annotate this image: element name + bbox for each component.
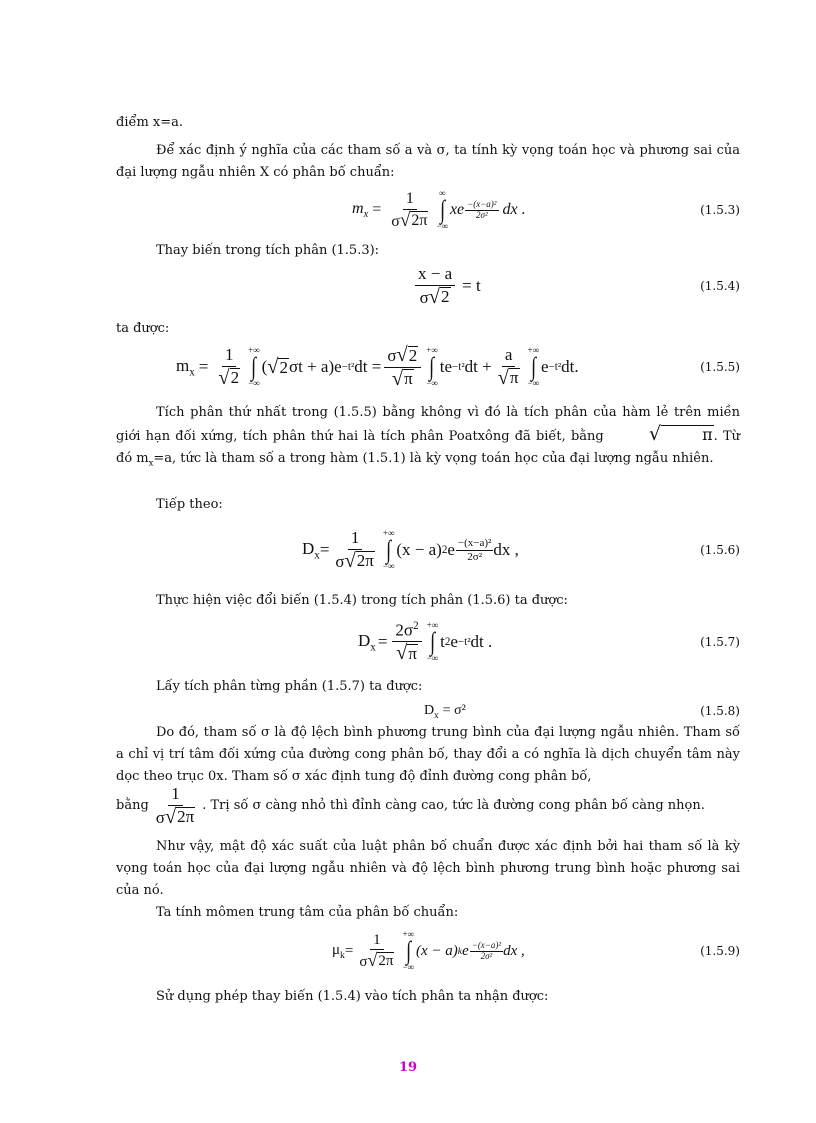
sqrt-pi: √ π (648, 422, 713, 445)
integral-sign: ∞ ∫ −∞ (436, 188, 448, 231)
paragraph-12: Ta tính mômen trung tâm của phân bố chuẩn: (156, 905, 459, 920)
paragraph-1: điểm x=a. (116, 115, 184, 130)
equation-body: $\mu_k$ = 1 σ √ 2π +∞ ∫ −∞ (x − a) k e $\frac{\text{−(x−a)²}}{\text{2σ²}}$ dx , (332, 929, 525, 972)
paragraph-3: Thay biến trong tích phân (1.5.3): (156, 243, 380, 258)
equation-body: x − a σ √ 2 = t (412, 260, 481, 312)
equation-1-5-5 (116, 338, 740, 396)
equation-number: (1.5.8) (700, 704, 740, 718)
equation-number: (1.5.6) (700, 543, 740, 557)
equation-1-5-7 (116, 612, 740, 672)
equation-body: $m_x$ = 1 √ 2 +∞ ∫ −∞ ( √ 2 σt + a)e −t² dt = σ √ 2 √ π +∞ ∫ −∞ te −t² dt + a √ π +∞ ∫ −∞ e −t² dt. (176, 343, 579, 390)
paragraph-13: Sử dụng phép thay biến (1.5.4) vào tích phân ta nhận được: (156, 989, 549, 1004)
eq-fraction: 1 σ √ 2π (391, 189, 428, 231)
paragraph-11: Như vậy, mật độ xác suất của luật phân bố chuẩn được xác định bởi hai tham số là kỳ vọng toán học của đại lượng ngẫu nhiên và độ lệch bình phương trung bình hoặc phương sai của nó. (116, 839, 740, 898)
exponent: $\frac{\text{−(x−a)²}}{\text{2σ²}}$ (467, 198, 497, 220)
equation-1-5-3 (116, 182, 740, 238)
equation-number: (1.5.3) (700, 203, 740, 217)
differential: dx . (502, 201, 526, 218)
equation-1-5-8 (116, 698, 740, 724)
equation-1-5-4 (116, 260, 740, 312)
paragraph-10: bằng 1 σ √ 2π . Trị số σ càng nhỏ thì đỉnh càng cao, tức là đường cong phân bố càng nhọn. (116, 783, 705, 828)
paragraph-7: Thực hiện việc đổi biến (1.5.4) trong tích phân (1.5.6) ta được: (156, 593, 568, 608)
equation-number: (1.5.5) (700, 360, 740, 374)
equation-body: $D_x$ = $2\sigma^2$ √ π +∞ ∫ −∞ t 2 e −t² dt . (358, 619, 493, 665)
paragraph-6: Tiếp theo: (156, 497, 223, 512)
paragraph-2: Để xác định ý nghĩa của các tham số a và σ, ta tính kỳ vọng toán học và phương sai của đại lượng ngẫu nhiên X có phân bố chuẩn: (116, 143, 740, 180)
equation-number: (1.5.4) (700, 279, 740, 293)
paragraph-9: Do đó, tham số σ là độ lệch bình phương trung bình của đại lượng ngẫu nhiên. Tham số a chỉ vị trí tâm đối xứng của đường cong phân bố, thay đổi a có nghĩa là dịch chuyển tâm này dọc theo trục 0x. Tham số σ xác định tung độ đỉnh đường cong phân bố, (116, 725, 740, 784)
equation-number: (1.5.9) (700, 944, 740, 958)
equation-body: $D_x$ = 1 σ √ 2π +∞ ∫ −∞ (x − a) 2 e $\frac{\text{−(x−a)²}}{\text{2σ²}}$ dx , (302, 527, 519, 572)
inline-fraction: 1 σ √ 2π (155, 783, 195, 828)
equation-body: $m_x$ = 1 σ √ 2π ∞ ∫ −∞ xe $\frac{\text{−(x−a)²}}{\text{2σ²}}$ dx . (352, 188, 526, 231)
eq-fraction: x − a σ √ 2 (415, 265, 455, 307)
equation-1-5-6 (116, 515, 740, 585)
page-number: 19 (398, 1060, 418, 1075)
paragraph-5: Tích phân thứ nhất trong (1.5.5) bằng không vì đó là tích phân của hàm lẻ trên miền giới hạn đối xứng, tích phân thứ hai là tích phân Poatxông đã biết, bằng √ π . Từ đó $m_x=a$, tức là tham số a trong hàm (1.5.1) là kỳ vọng toán học của đại lượng ngẫu nhiên. (116, 405, 741, 468)
equation-number: (1.5.7) (700, 635, 740, 649)
paragraph-4: ta được: (116, 321, 170, 336)
equation-body: $D_x$ = σ² (424, 702, 466, 720)
eq-lhs: $m_x$ (352, 199, 369, 221)
integrand: xe (449, 201, 465, 218)
equation-1-5-9 (116, 922, 740, 980)
paragraph-8: Lấy tích phân từng phần (1.5.7) ta được: (156, 679, 423, 694)
